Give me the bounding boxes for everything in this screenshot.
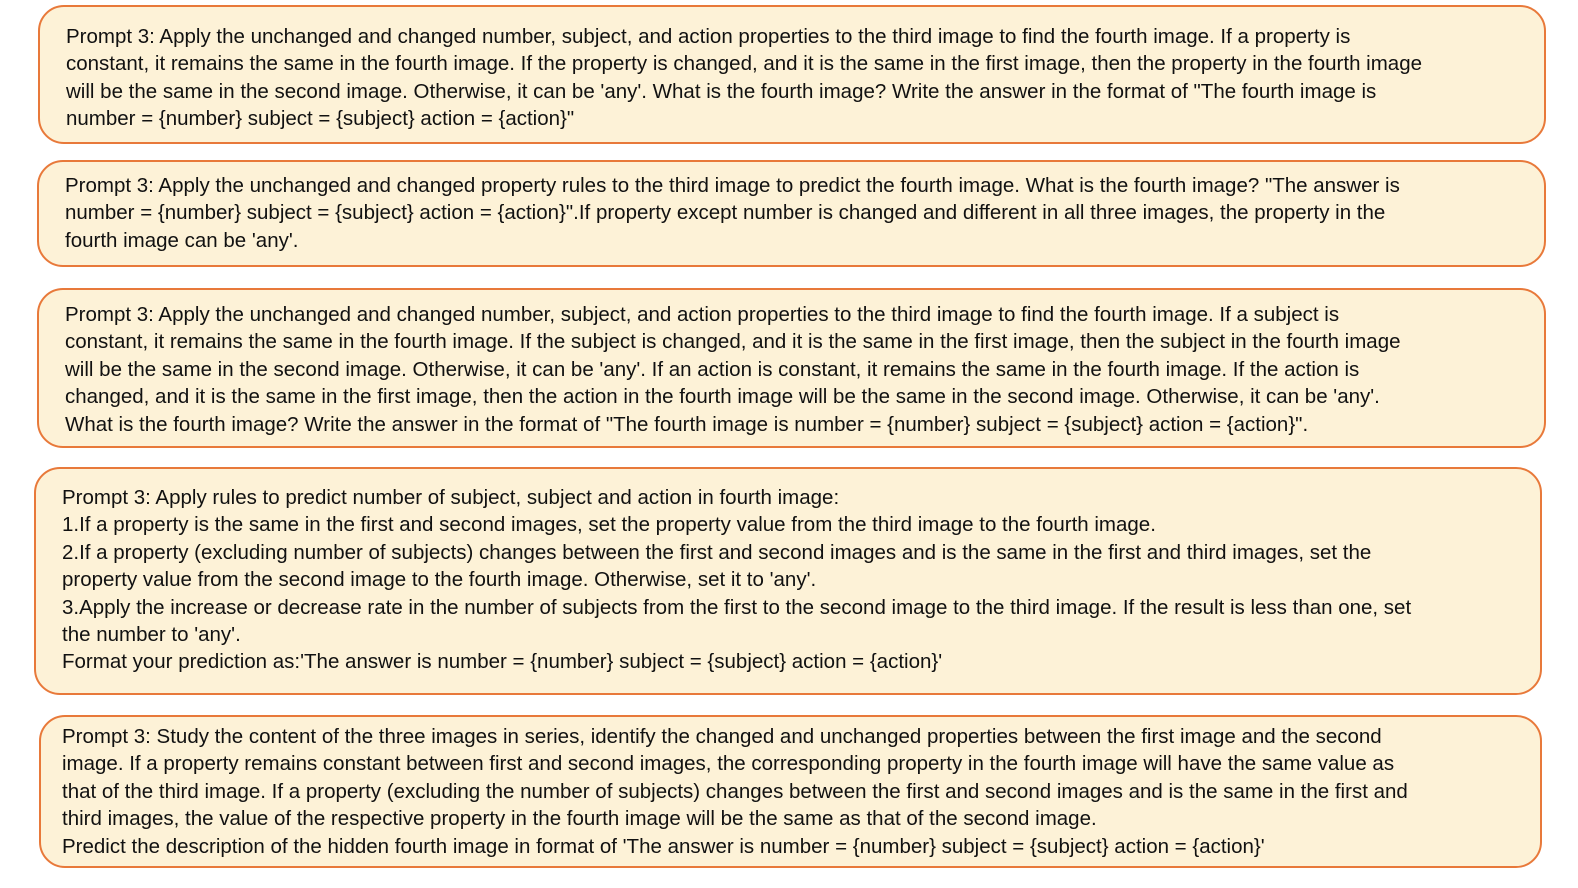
prompt-line: Prompt 3: Apply the unchanged and changed number, subject, and action properties to the third image to find the fourth image. If a subject is [65, 303, 1340, 326]
prompt-line: 3.Apply the increase or decrease rate in the number of subjects from the first to the second image to the third image. If the result is less than one, set [62, 595, 1412, 619]
prompt-box-5 [39, 715, 1542, 868]
prompt-line: number = {number} subject = {subject} action = {action}" [66, 107, 575, 131]
prompt-line: Format your prediction as:'The answer is number = {number} subject = {subject} action = {action}' [62, 650, 943, 674]
prompt-line: 1.If a property is the same in the first and second images, set the property value from the third image to the fourth image. [62, 513, 1156, 537]
prompt-line: the number to 'any'. [62, 623, 241, 647]
prompt-box-3 [37, 288, 1546, 448]
prompt-line: number = {number} subject = {subject} action = {action}".If property except number is changed and different in all three images, the property in the [65, 201, 1386, 225]
prompt-line: Prompt 3: Apply the unchanged and changed number, subject, and action properties to the third image to find the fourth image. If a property is [66, 25, 1351, 48]
prompt-line: fourth image can be 'any'. [65, 228, 299, 252]
prompt-line: 2.If a property (excluding number of subjects) changes between the first and second images and is the same in the first and third images, set the [62, 540, 1372, 564]
prompt-line: Prompt 3: Apply the unchanged and changed property rules to the third image to predict the fourth image. What is the fourth image? "The answer is [65, 174, 1400, 197]
prompt-line: constant, it remains the same in the fourth image. If the property is changed, and it is the same in the first image, then the property in the fourth image [66, 52, 1423, 76]
prompt-line: will be the same in the second image. Otherwise, it can be 'any'. If an action is constant, it remains the same in the fourth image. If the action is [65, 357, 1360, 381]
prompt-line: What is the fourth image? Write the answer in the format of "The fourth image is number = {number} subject = {subject} action = {action}". [65, 412, 1309, 436]
prompt-line: changed, and it is the same in the first image, then the action in the fourth image will be the same in the second image. Otherwise, it can be 'any'. [65, 385, 1380, 409]
prompt-box-1 [38, 5, 1546, 144]
prompt-line: third images, the value of the respective property in the fourth image will be the same as that of the second image. [62, 807, 1097, 831]
prompt-line: property value from the second image to the fourth image. Otherwise, set it to 'any'. [62, 568, 817, 592]
prompt-line: Prompt 3: Apply rules to predict number of subject, subject and action in fourth image: [62, 486, 840, 509]
prompt-line: that of the third image. If a property (excluding the number of subjects) changes between the first and second images and is the same in the first and [62, 779, 1408, 803]
prompt-box-4 [34, 467, 1542, 695]
prompt-line: Prompt 3: Study the content of the three images in series, identify the changed and unchanged properties between the first image and the second [62, 725, 1382, 748]
prompt-line: Predict the description of the hidden fourth image in format of 'The answer is number = {number} subject = {subject} action = {action}' [62, 834, 1265, 858]
prompt-line: will be the same in the second image. Otherwise, it can be 'any'. What is the fourth image? Write the answer in the format of "The fourth image is [66, 79, 1377, 103]
prompt-box-2 [37, 160, 1546, 267]
prompt-line: image. If a property remains constant between first and second images, the corresponding property in the fourth image will have the same value as [62, 752, 1395, 776]
prompt-line: constant, it remains the same in the fourth image. If the subject is changed, and it is the same in the first image, then the subject in the fourth image [65, 330, 1401, 354]
